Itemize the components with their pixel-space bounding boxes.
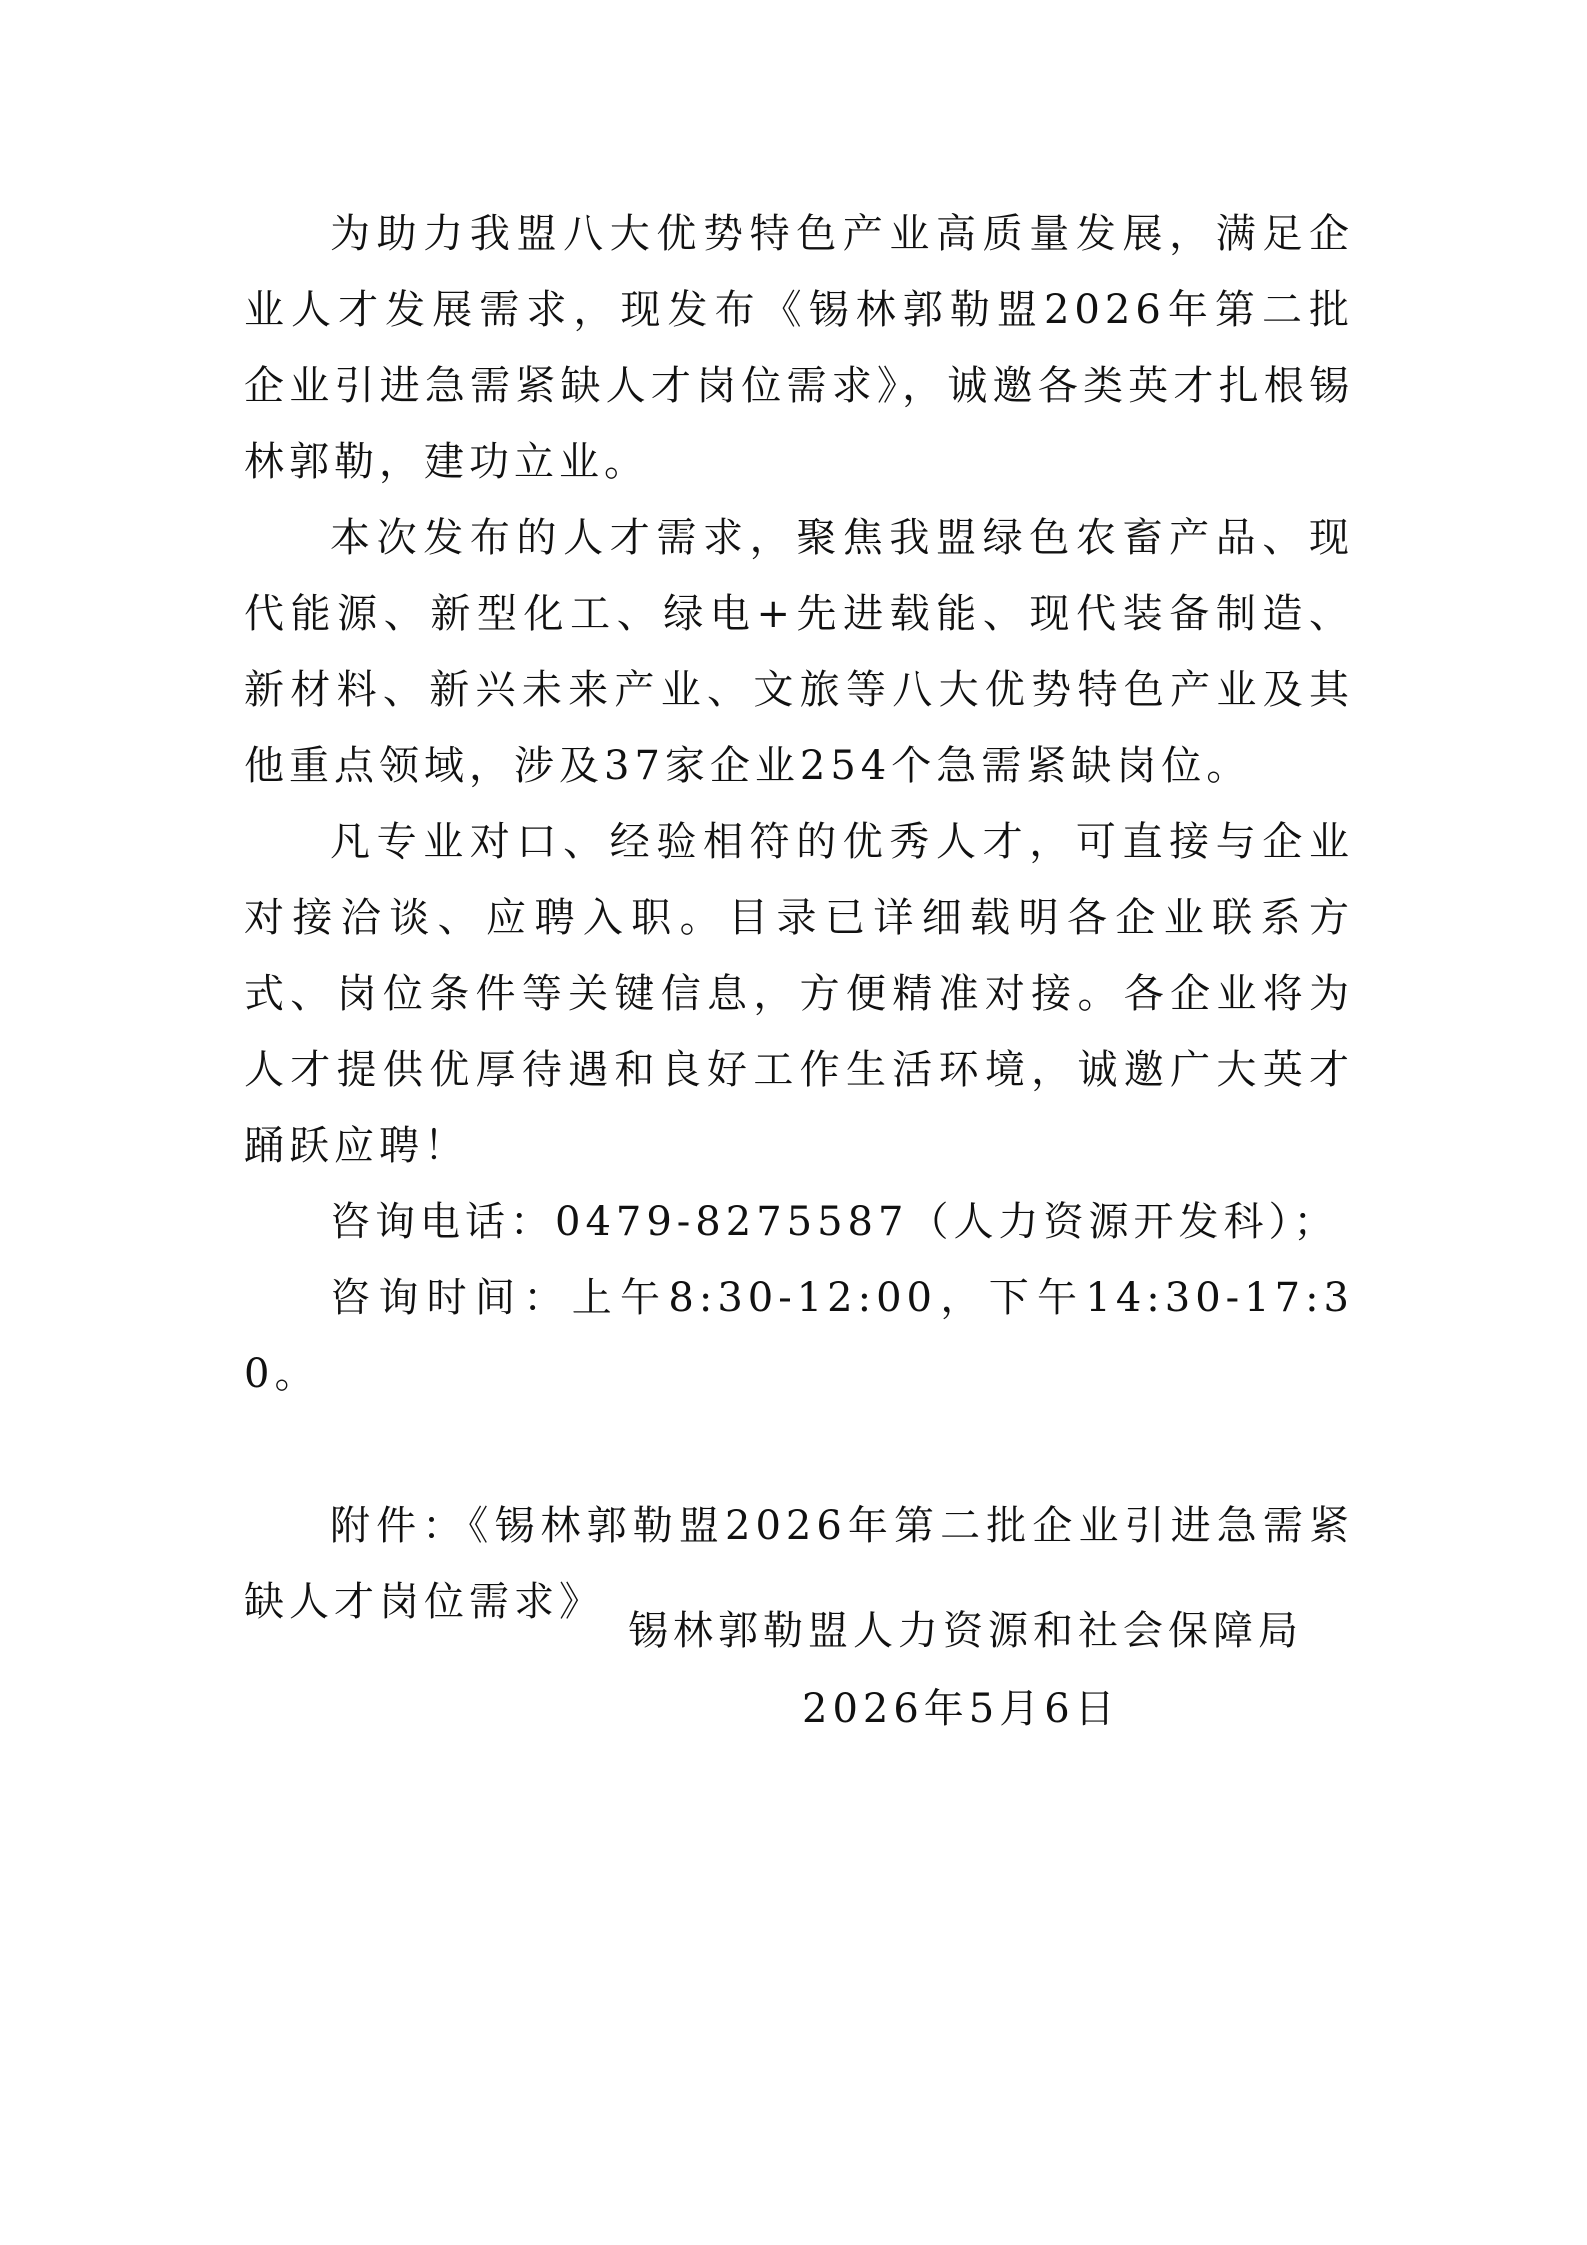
intro-paragraph: 为助力我盟八大优势特色产业高质量发展，满足企业人才发展需求，现发布《锡林郭勒盟2026年第二批企业引进急需紧缺人才岗位需求》，诚邀各类英才扎根锡林郭勒，建功立业。 [244,211,1354,485]
document-body [244,196,1354,1640]
issue-date: 2026年5月6日 [802,1686,1120,1732]
consult-time: 咨询时间：上午8:30-12:00，下午14:30-17:30。 [244,1275,1354,1397]
attachment-note: 附件：《锡林郭勒盟2026年第二批企业引进急需紧缺人才岗位需求》 [244,1503,1354,1625]
consult-phone: 咨询电话：0479-8275587（人力资源开发科）； [330,1199,1339,1245]
paragraph-spacer [244,1412,1354,1488]
application-paragraph: 凡专业对口、经验相符的优秀人才，可直接与企业对接洽谈、应聘入职。目录已详细载明各企业联系方式、岗位条件等关键信息，方便精准对接。各企业将为人才提供优厚待遇和良好工作生活环境，诚邀广大英才踊跃应聘！ [244,819,1354,1169]
signature-block [628,1592,1328,1748]
industry-paragraph: 本次发布的人才需求，聚焦我盟绿色农畜产品、现代能源、新型化工、绿电+先进载能、现代装备制造、新材料、新兴未来产业、文旅等八大优势特色产业及其他重点领域，涉及37家企业254个急需紧缺岗位。 [244,515,1354,789]
issuer-name: 锡林郭勒盟人力资源和社会保障局 [628,1608,1303,1654]
